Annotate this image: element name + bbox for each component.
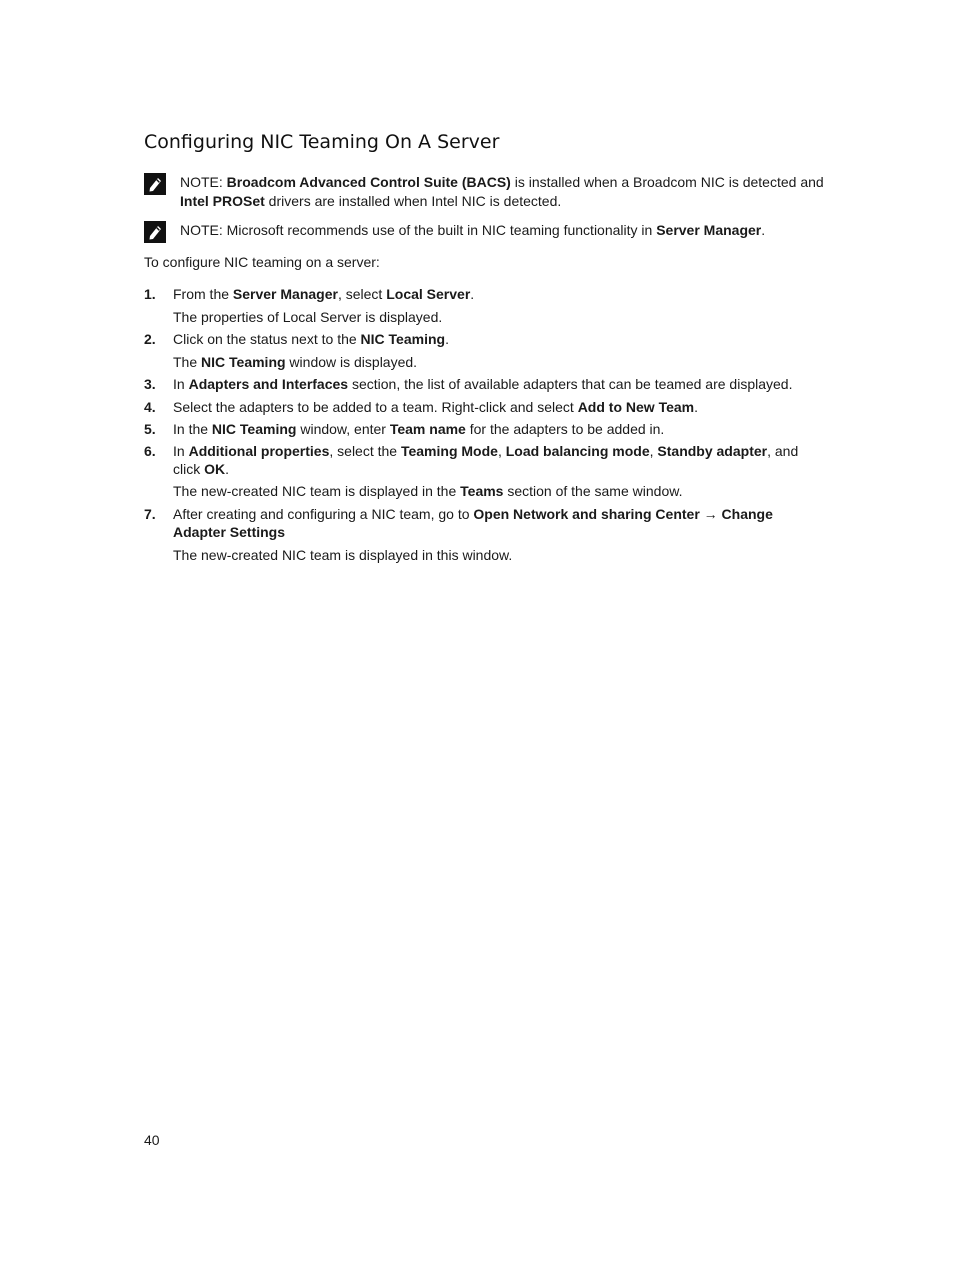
- note-pencil-icon: [144, 173, 166, 195]
- page-title: Configuring NIC Teaming On A Server: [144, 131, 500, 153]
- step-text: From the Server Manager, select Local Server.: [173, 286, 475, 302]
- bold-term: Broadcom Advanced Control Suite (BACS): [226, 174, 511, 190]
- bold-term: Adapters and Interfaces: [188, 376, 349, 392]
- step-text: After creating and configuring a NIC team, go to Open Network and sharing Center → Change Adapter Settings: [173, 506, 773, 540]
- step-number: 2.: [144, 331, 156, 347]
- note-label: NOTE:: [180, 174, 223, 190]
- step-6-result: The new-created NIC team is displayed in the Teams section of the same window.: [173, 483, 683, 499]
- bold-term: Add to New Team: [577, 399, 695, 415]
- note-pencil-icon: [144, 221, 166, 243]
- bold-term: Standby adapter: [657, 443, 768, 459]
- bold-term: Change Adapter Settings: [173, 506, 773, 540]
- bold-term: Open Network and sharing Center: [473, 506, 700, 522]
- step-number: 5.: [144, 421, 156, 437]
- step-text: In Additional properties, select the Teaming Mode, Load balancing mode, Standby adapter, and click OK.: [173, 443, 799, 477]
- page-number: 40: [144, 1132, 160, 1148]
- bold-term: Server Manager: [656, 222, 762, 238]
- bold-term: Load balancing mode: [505, 443, 650, 459]
- step-2-result: The NIC Teaming window is displayed.: [173, 354, 418, 370]
- bold-term: Teams: [460, 483, 504, 499]
- step-7-result: The new-created NIC team is displayed in this window.: [173, 547, 513, 563]
- note-text: NOTE: Microsoft recommends use of the built in NIC teaming functionality in Server Manager.: [180, 222, 766, 238]
- bold-term: NIC Teaming: [211, 421, 297, 437]
- intro-text: To configure NIC teaming on a server:: [144, 254, 380, 270]
- step-number: 1.: [144, 286, 156, 302]
- bold-term: Team name: [389, 421, 466, 437]
- step-1-result: The properties of Local Server is displayed.: [173, 309, 443, 325]
- bold-term: Teaming Mode: [400, 443, 498, 459]
- step-text: In the NIC Teaming window, enter Team name for the adapters to be added in.: [173, 421, 665, 437]
- bold-term: Local Server: [386, 286, 471, 302]
- step-text: Select the adapters to be added to a team. Right-click and select Add to New Team.: [173, 399, 698, 415]
- note-text: NOTE: Broadcom Advanced Control Suite (BACS) is installed when a Broadcom NIC is detected and Intel PROSet drivers are installed when Intel NIC is detected.: [180, 174, 824, 209]
- step-number: 6.: [144, 443, 156, 459]
- step-text: Click on the status next to the NIC Teaming.: [173, 331, 449, 347]
- bold-term: Additional properties: [188, 443, 330, 459]
- bold-term: NIC Teaming: [360, 331, 446, 347]
- bold-term: Intel PROSet: [180, 193, 265, 209]
- bold-term: OK: [204, 460, 226, 477]
- bold-term: NIC Teaming: [201, 354, 286, 370]
- step-number: 7.: [144, 506, 156, 522]
- bold-term: Server Manager: [232, 286, 338, 302]
- step-number: 4.: [144, 399, 156, 415]
- step-number: 3.: [144, 376, 156, 392]
- note-label: NOTE:: [180, 222, 223, 238]
- step-text: In Adapters and Interfaces section, the list of available adapters that can be teamed are displayed.: [173, 376, 793, 392]
